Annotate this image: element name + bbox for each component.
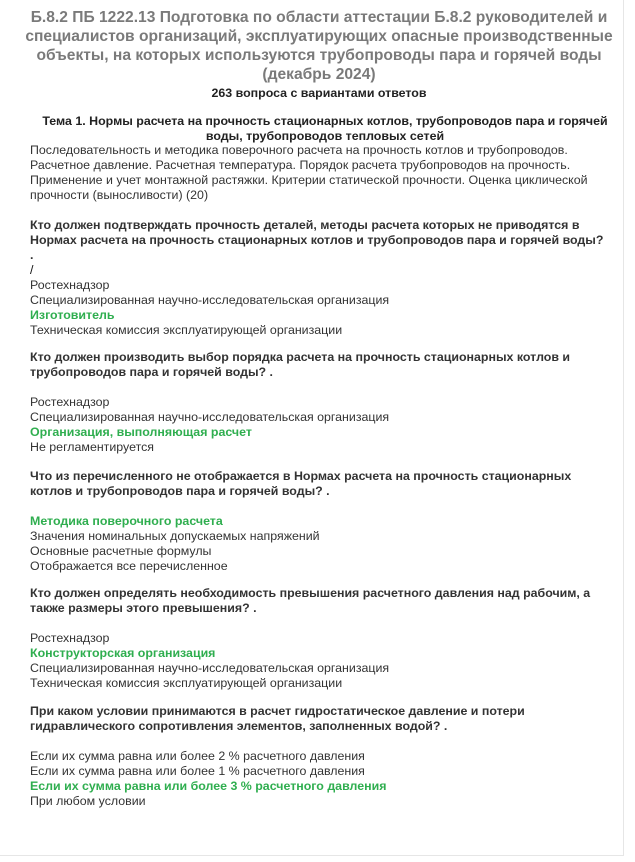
answer-option[interactable]: Если их сумма равна или более 1 % расчетного давления	[30, 764, 365, 778]
topic-description: Последовательность и методика поверочного расчета на прочность котлов и трубопроводов. Расчетное давление. Расчетная температура. Порядок расчета трубопроводов на прочность. Применение и учет монтажной растяжки. Критерии статической прочности. Оценка циклической прочности (выносливости) (20)	[30, 143, 588, 202]
question-text: Что из перечисленного не отображается в Нормах расчета на прочность стационарных котлов и трубопроводов пара и горячей воды? .	[30, 469, 572, 498]
answer-option[interactable]: Отображается все перечисленное	[30, 559, 228, 573]
question-text: При каком условии принимаются в расчет гидростатическое давление и потери гидравлического сопротивления элементов, заполненных водой? .	[30, 704, 525, 733]
question-3	[30, 469, 608, 574]
correct-answer[interactable]: Методика поверочного расчета	[30, 514, 223, 528]
answer-list	[30, 749, 608, 809]
topic-title: Тема 1. Нормы расчета на прочность стационарных котлов, трубопроводов пара и горячей воды, трубопроводов тепловых сетей	[42, 114, 608, 143]
answer-option[interactable]: Ростехнадзор	[30, 278, 110, 292]
question-text: Кто должен определять необходимость превышения расчетного давления над рабочим, а также размеры этого превышения? .	[30, 586, 591, 615]
correct-answer[interactable]: Организация, выполняющая расчет	[30, 425, 252, 439]
answer-list	[30, 395, 608, 455]
answer-option[interactable]: Значения номинальных допускаемых напряжений	[30, 529, 320, 543]
answer-option[interactable]: Техническая комиссия эксплуатирующей организации	[30, 676, 343, 690]
answer-option[interactable]: Не регламентируется	[30, 440, 155, 454]
answer-list	[30, 631, 608, 691]
correct-answer[interactable]: Конструкторская организация	[30, 646, 216, 660]
spacer	[30, 616, 608, 631]
text-cursor-mark: /	[30, 263, 34, 277]
question-2	[30, 350, 608, 455]
question-4	[30, 586, 608, 691]
correct-answer[interactable]: Если их сумма равна или более 3 % расчетного давления	[30, 779, 387, 793]
question-5	[30, 704, 608, 809]
answer-option[interactable]: Специализированная научно-исследовательская организация	[30, 661, 390, 675]
answer-option[interactable]: Специализированная научно-исследовательская организация	[30, 410, 390, 424]
answer-option[interactable]: Ростехнадзор	[30, 631, 110, 645]
question-count: 263 вопроса с вариантами ответов	[211, 86, 427, 100]
document-title: Б.8.2 ПБ 1222.13 Подготовка по области аттестации Б.8.2 руководителей и специалистов организаций, эксплуатирующих опасные производственные объекты, на которых используются трубопроводы пара и горячей воды (декабрь 2024)	[25, 9, 613, 83]
answer-option[interactable]: Техническая комиссия эксплуатирующей организации	[30, 323, 343, 337]
spacer	[30, 734, 608, 749]
answer-option[interactable]: Ростехнадзор	[30, 395, 110, 409]
answer-list	[30, 278, 608, 338]
spacer	[30, 499, 608, 514]
answer-option[interactable]: Если их сумма равна или более 2 % расчетного давления	[30, 749, 365, 763]
correct-answer[interactable]: Изготовитель	[30, 308, 115, 322]
question-text: Кто должен подтверждать прочность деталей, методы расчета которых не приводятся в Нормах расчета на прочность стационарных котлов и трубопроводов пара и горячей воды? .	[30, 218, 604, 262]
answer-option[interactable]: Специализированная научно-исследовательская организация	[30, 293, 390, 307]
answer-option[interactable]: Основные расчетные формулы	[30, 544, 212, 558]
question-1	[30, 218, 608, 338]
spacer	[30, 380, 608, 395]
question-text: Кто должен производить выбор порядка расчета на прочность стационарных котлов и трубопроводов пара и горячей воды? .	[30, 350, 571, 379]
answer-list	[30, 514, 608, 574]
answer-option[interactable]: При любом условии	[30, 794, 146, 808]
